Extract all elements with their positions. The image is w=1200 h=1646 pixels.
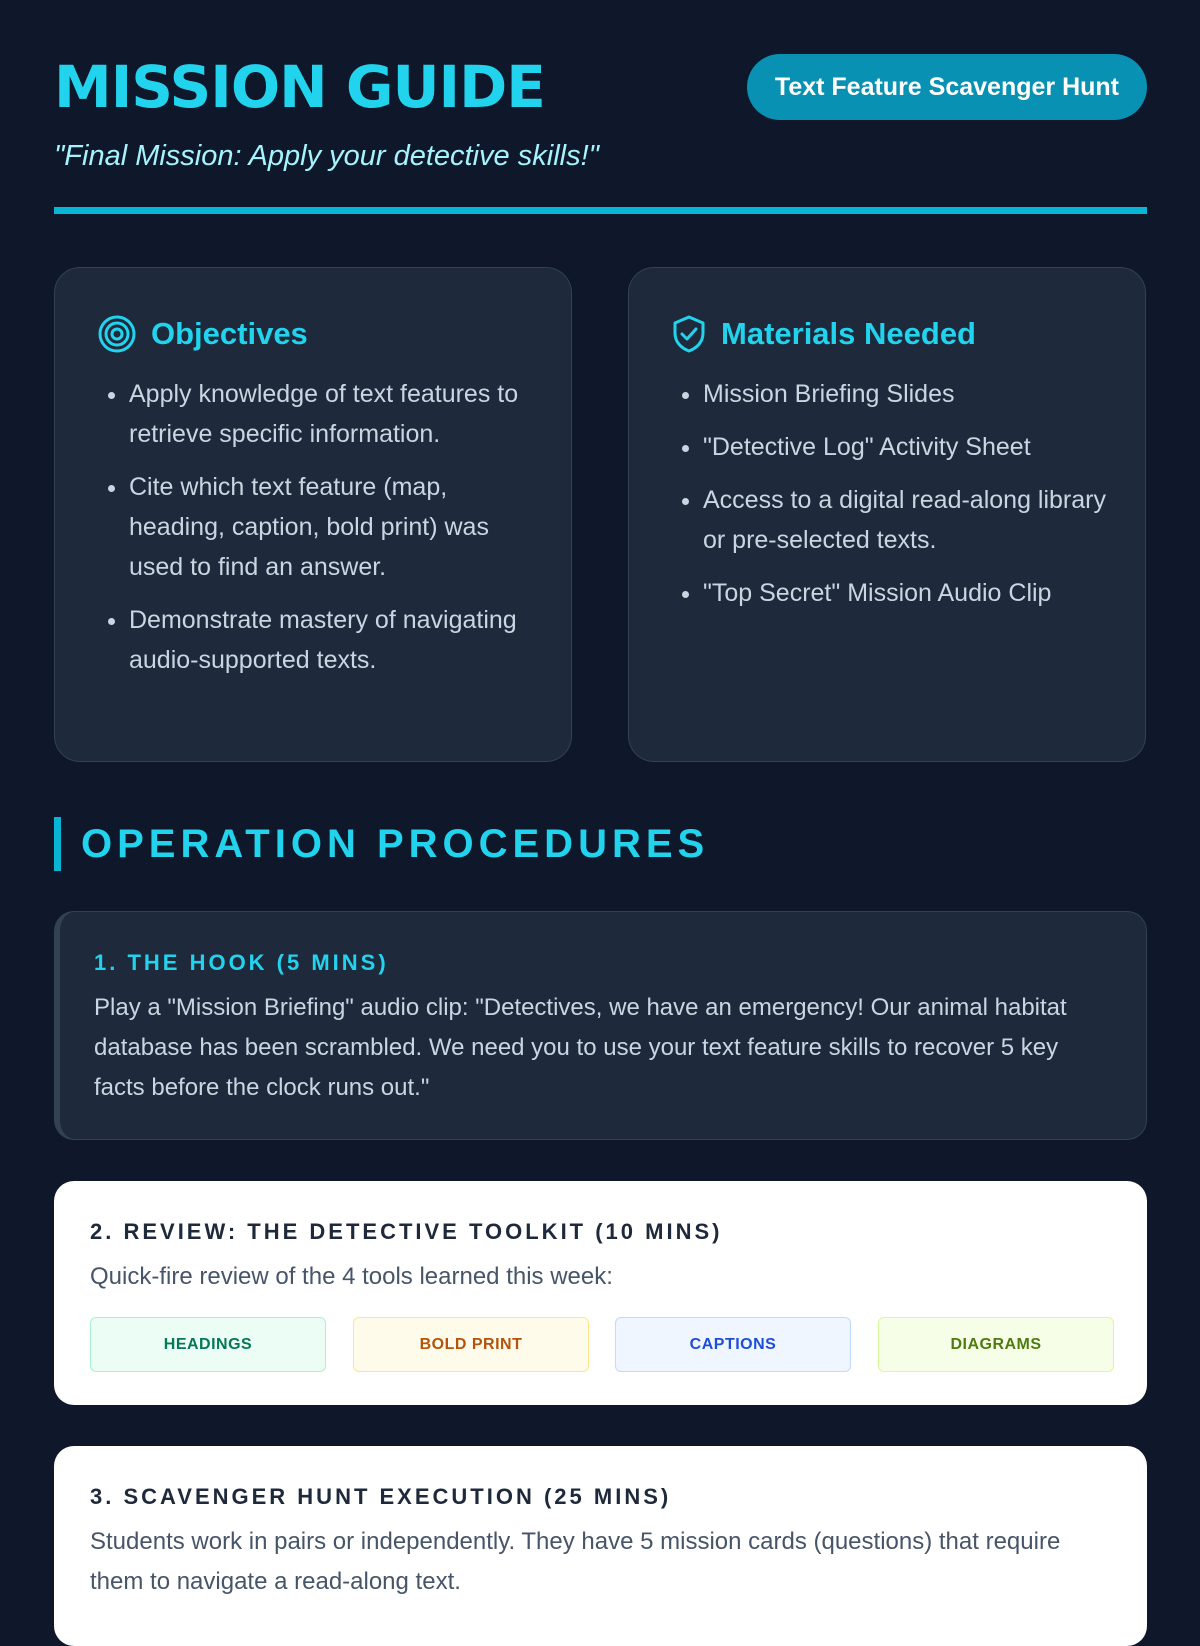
list-item: • Mission Briefing Slides — [703, 374, 1115, 414]
tool-tag-captions: CAPTIONS — [615, 1317, 851, 1372]
materials-card — [628, 267, 1146, 762]
step-text: Quick-fire review of the 4 tools learned this week: — [90, 1263, 613, 1290]
mission-guide-page — [54, 0, 1147, 1595]
objectives-header — [97, 312, 308, 356]
list-item: • "Top Secret" Mission Audio Clip — [703, 573, 1115, 613]
objectives-list — [55, 374, 571, 693]
step-hook — [54, 911, 1147, 1140]
target-icon — [97, 314, 137, 354]
objectives-title: Objectives — [151, 316, 308, 351]
lesson-badge: Text Feature Scavenger Hunt — [747, 54, 1147, 120]
page-title: MISSION GUIDE — [54, 53, 545, 121]
page-subtitle: "Final Mission: Apply your detective skills!" — [54, 140, 599, 172]
list-item: • Apply knowledge of text features to retrieve specific information. — [129, 374, 541, 454]
list-item: • Demonstrate mastery of navigating audio-supported texts. — [129, 600, 541, 680]
materials-title: Materials Needed — [721, 316, 976, 351]
header-divider — [54, 207, 1147, 214]
toolkit-tags — [90, 1317, 1112, 1372]
objectives-card — [54, 267, 572, 762]
step-text: Play a "Mission Briefing" audio clip: "Detectives, we have an emergency! Our animal habitat database has been scrambled. We need you to use your text feature skills to recover 5 key facts before the clock runs out." — [94, 994, 1067, 1101]
procedures-heading — [54, 817, 709, 871]
step-title: 1. THE HOOK (5 MINS) — [94, 950, 389, 975]
tool-tag-bold-print: BOLD PRINT — [353, 1317, 589, 1372]
procedures-title: OPERATION PROCEDURES — [81, 821, 710, 866]
step-title: 2. REVIEW: THE DETECTIVE TOOLKIT (10 MINS) — [90, 1219, 723, 1244]
heading-accent-bar — [54, 817, 61, 871]
list-item: • Access to a digital read-along library or pre-selected texts. — [703, 480, 1115, 560]
step-text: Students work in pairs or independently. They have 5 mission cards (questions) that require them to navigate a read-along text. — [90, 1528, 1061, 1595]
header — [54, 0, 1147, 214]
step-title: 3. SCAVENGER HUNT EXECUTION (25 MINS) — [90, 1484, 672, 1509]
tool-tag-diagrams: DIAGRAMS — [878, 1317, 1114, 1372]
tool-tag-headings: HEADINGS — [90, 1317, 326, 1372]
step-scavenger-hunt — [54, 1446, 1147, 1646]
list-item: • "Detective Log" Activity Sheet — [703, 427, 1115, 467]
shield-check-icon — [671, 314, 707, 354]
list-item: • Cite which text feature (map, heading, caption, bold print) was used to find an answer. — [129, 467, 541, 587]
materials-header — [671, 312, 976, 356]
info-cards — [54, 267, 1147, 764]
step-review — [54, 1181, 1147, 1405]
materials-list — [629, 374, 1145, 626]
